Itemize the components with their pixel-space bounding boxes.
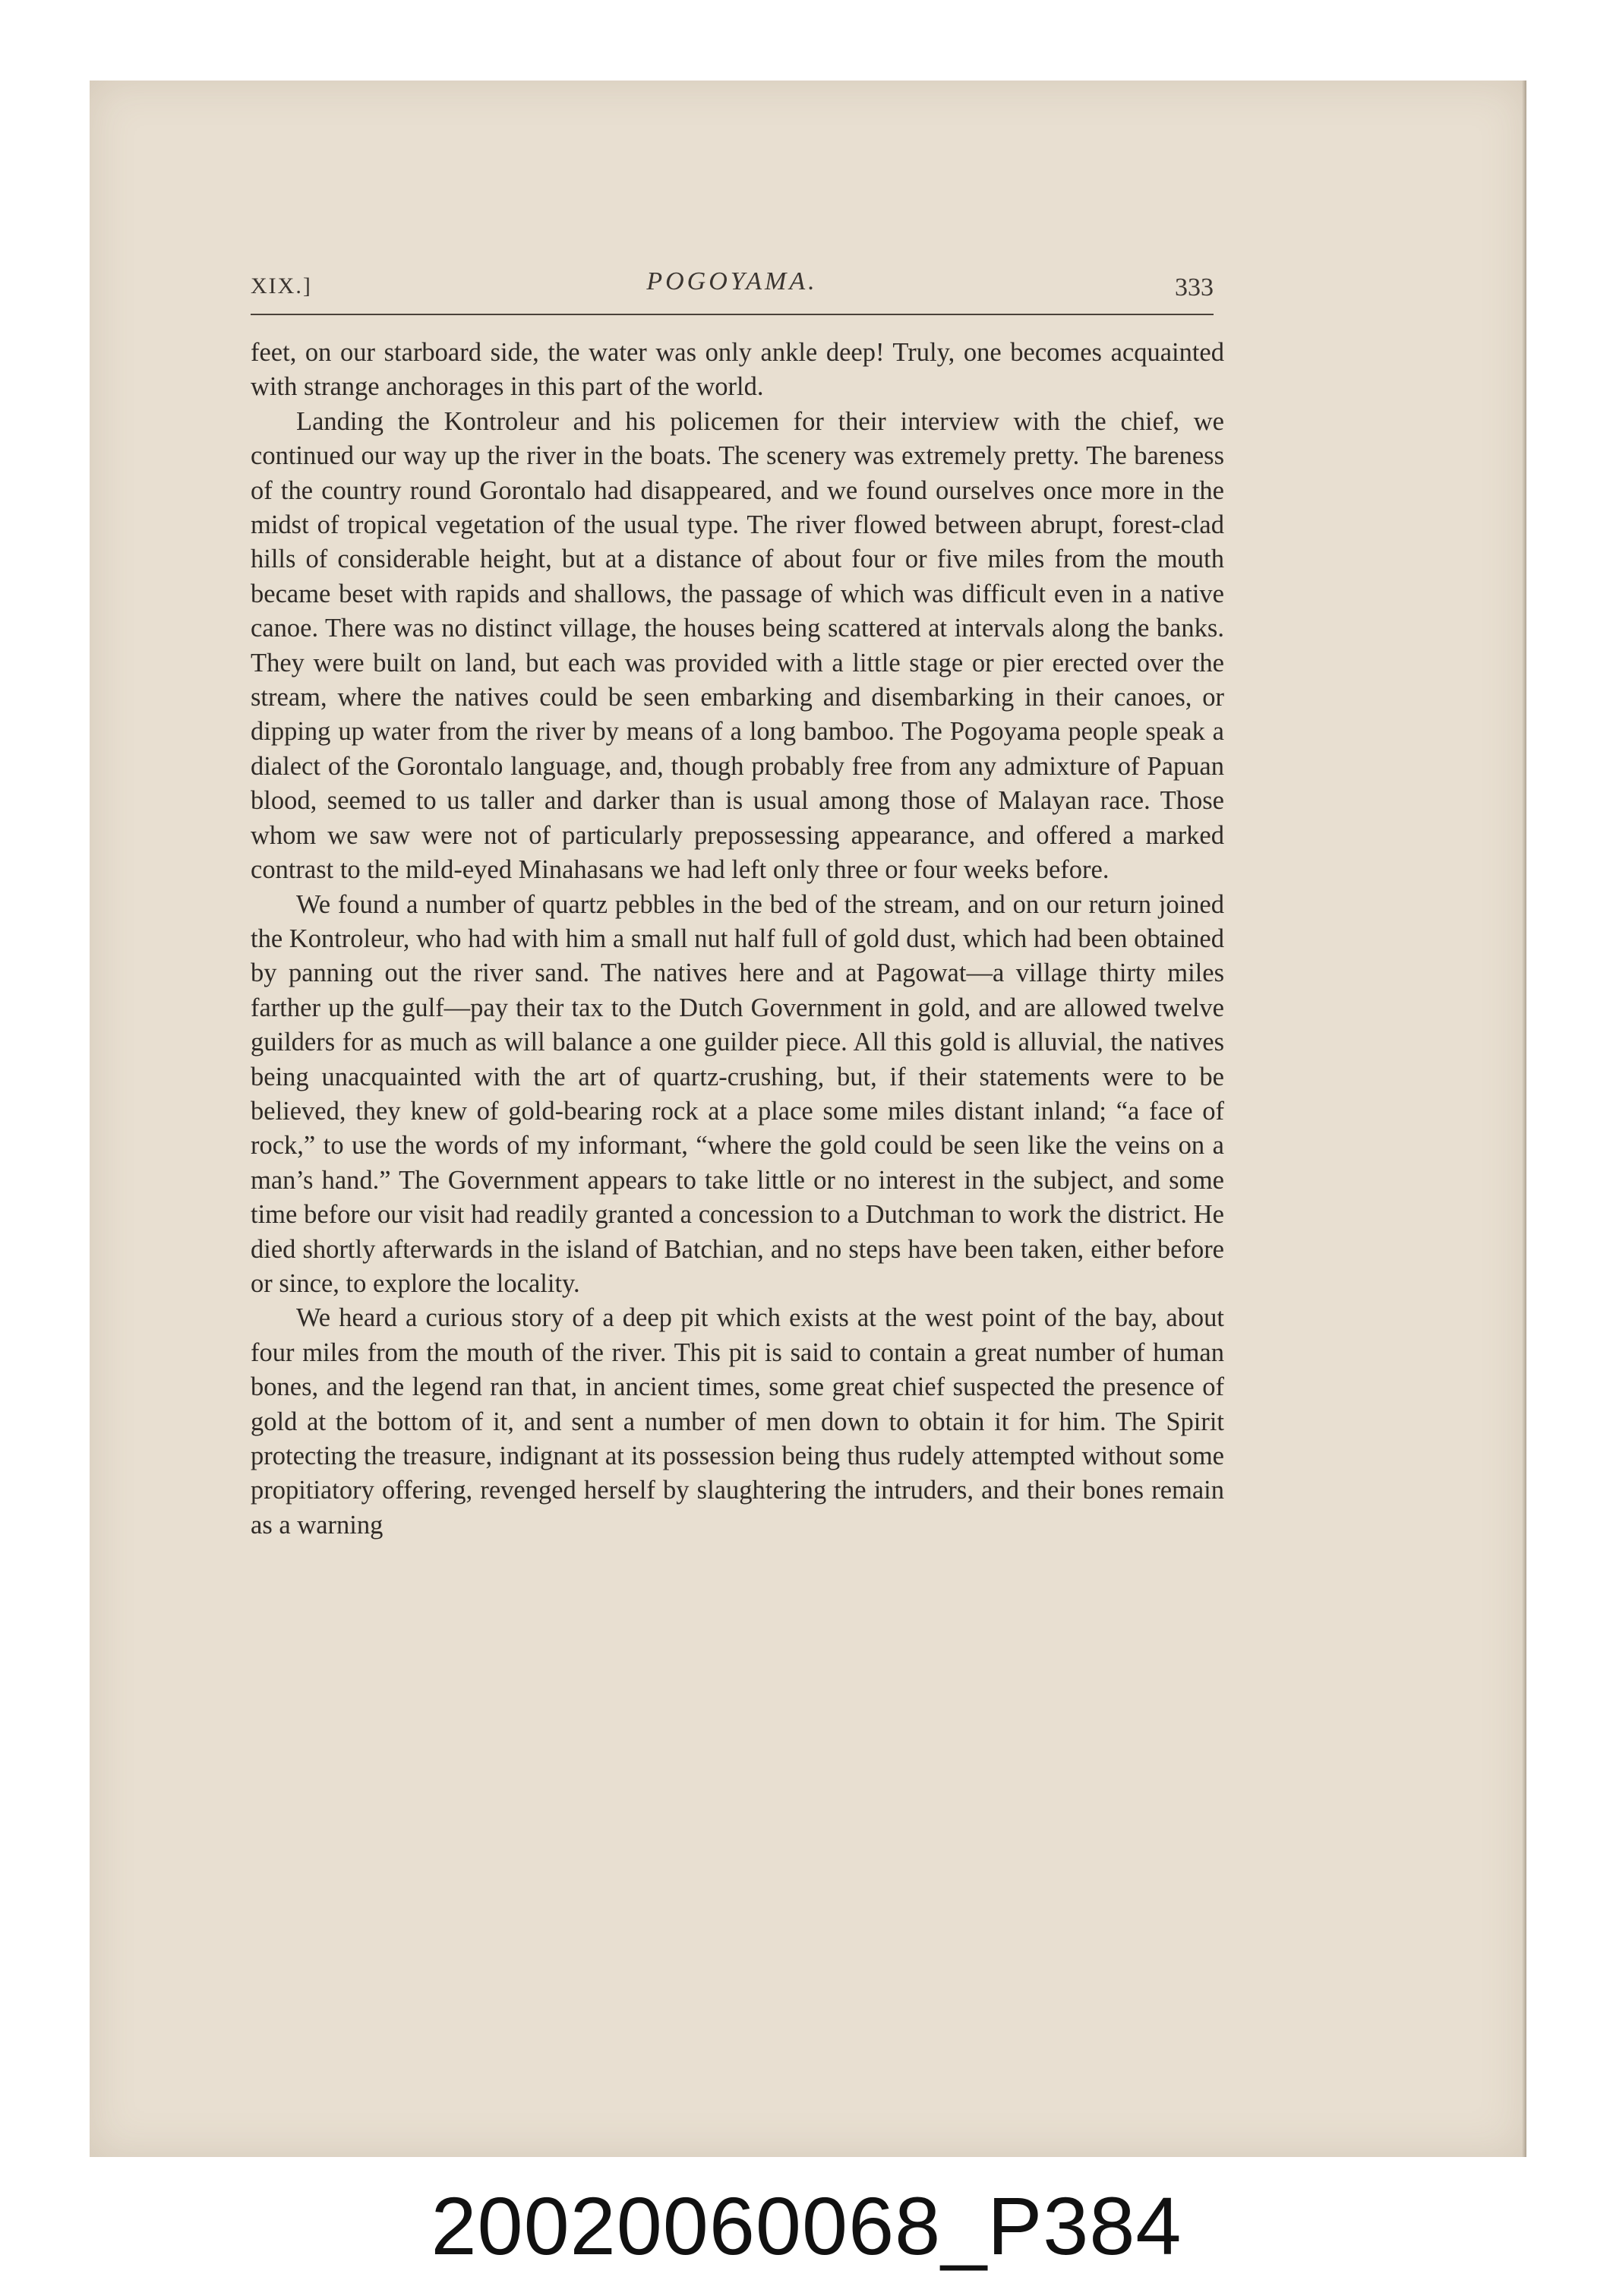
catalog-id: 20020060068_P384 [431, 2180, 1182, 2272]
paragraph: Landing the Kontroleur and his policemen for their interview with the chief, we continued our way up the river in the boats. The scenery was extremely pretty. The bareness of the country round Gorontalo had disappeared, and we found ourselves once more in the midst of tropical vegetation of the usual type. The river flowed between abrupt, forest-clad hills of considerable height, but at a distance of about four or five miles from the mouth became beset with rapids and shallows, the passage of which was difficult even in a native canoe. There was no distinct village, the houses being scattered at intervals along the banks. They were built on land, but each was provided with a little stage or pier erected over the stream, where the natives could be seen embarking and disembarking in their canoes, or dipping up water from the river by means of a long bamboo. The Pogoyama people speak a dialect of the Gorontalo language, and, though probably free from any admixture of Papuan blood, seemed to us taller and darker than is usual among those of Malayan race. Those whom we saw were not of particularly prepossessing appearance, and offered a marked contrast to the mild-eyed Minahasans we had left only three or four weeks before. [251, 406, 1224, 885]
paragraph-continued: feet, on our starboard side, the water was only ankle deep! Truly, one becomes acquainted with strange anchorages in this part of the world. [251, 338, 1224, 402]
paragraph: We found a number of quartz pebbles in the bed of the stream, and on our return joined the Kontroleur, who had with him a small nut half full of gold dust, which had been obtained by panning out the river sand. The natives here and at Pagowat—a village thirty miles farther up the gulf—pay their tax to the Dutch Government in gold, and are allowed twelve guilders for as much as will balance a one guilder piece. All this gold is alluvial, the natives being unacquainted with the art of quartz-crushing, but, if their statements were to be believed, they knew of gold-bearing rock at a place some miles distant inland; “a face of rock,” to use the words of my informant, “where the gold could be seen like the veins on a man’s hand.” The Government appears to take little or no interest in the subject, and some time before our visit had readily granted a concession to a Dutchman to work the district. He died shortly afterwards in the island of Batchian, and no steps have been taken, either before or since, to explore the locality. [251, 889, 1224, 1298]
running-title: POGOYAMA. [646, 267, 818, 295]
paragraph: We heard a curious story of a deep pit which exists at the west point of the bay, about four miles from the mouth of the river. This pit is said to contain a great number of human bones, and the legend ran that, in ancient times, some great chief suspected the presence of gold at the bottom of it, and sent a number of men down to obtain it for him. The Spirit protecting the treasure, indignant at its possession being thus rudely attempted without some propitiatory offering, revenged herself by slaughtering the intruders, and their bones remain as a warning [251, 1303, 1224, 1540]
page-number: 333 [1175, 273, 1214, 302]
running-header [251, 267, 1214, 305]
header-rule [251, 314, 1214, 315]
body-text [251, 336, 1224, 1543]
chapter-number: XIX.] [251, 273, 312, 298]
